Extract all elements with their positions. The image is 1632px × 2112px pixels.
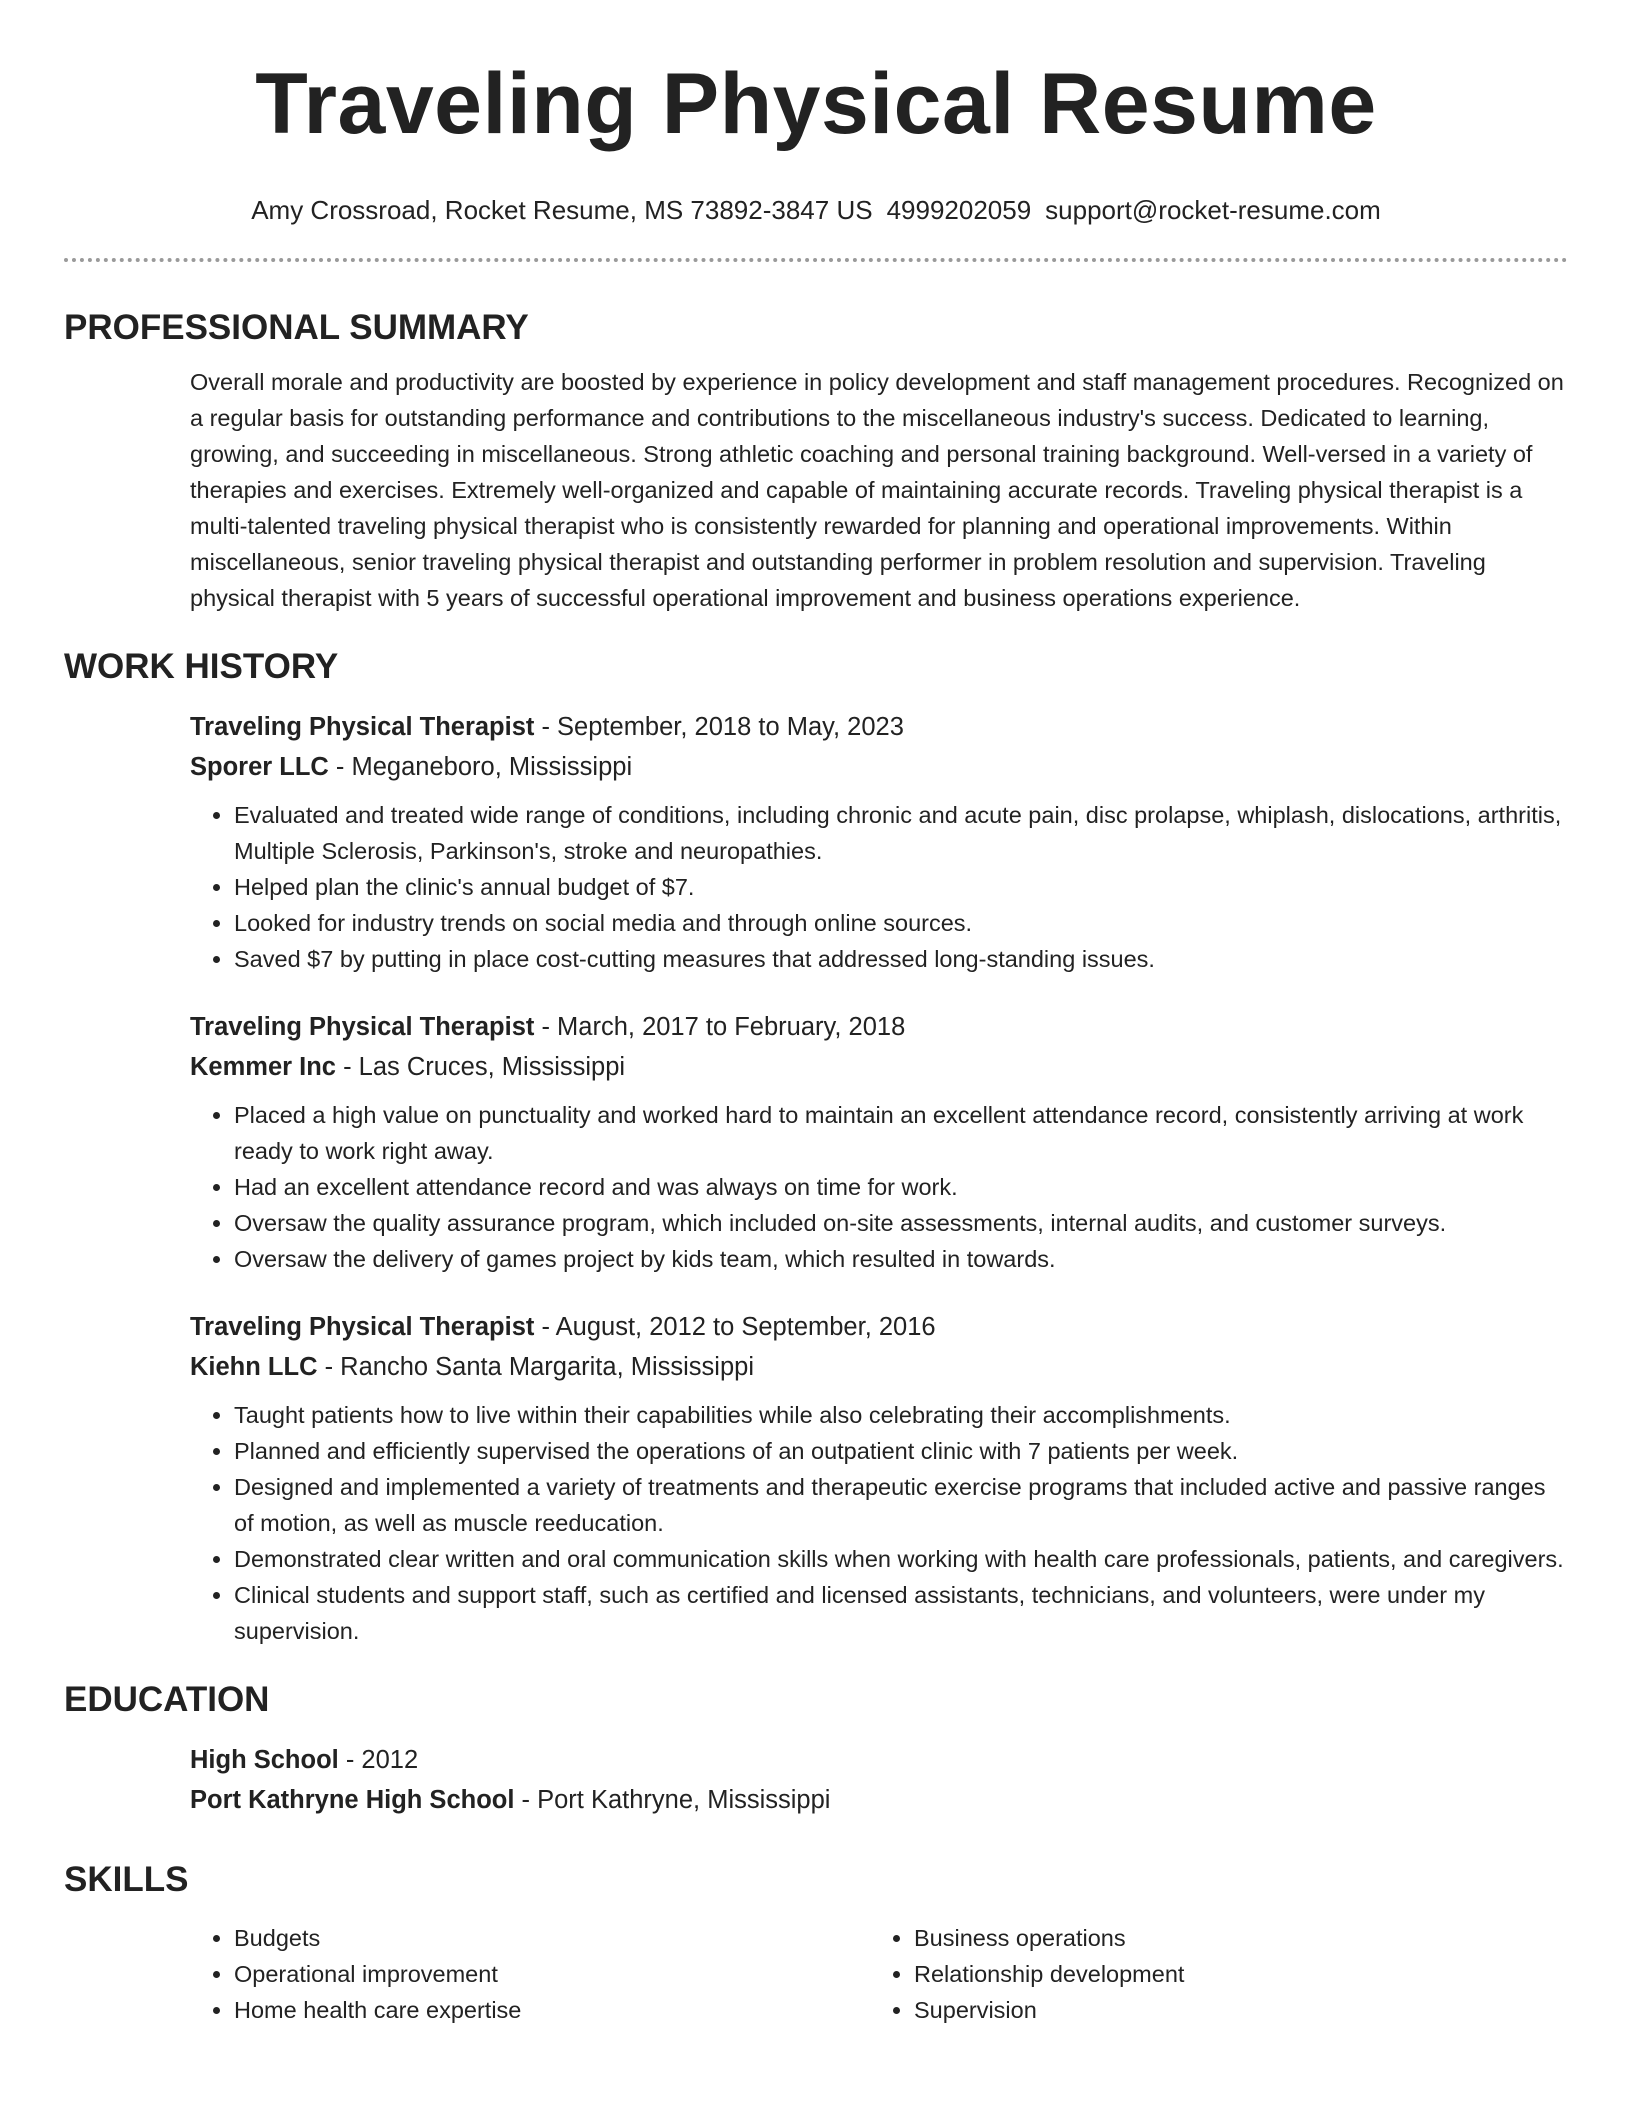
skill-item: • Relationship development (914, 1956, 1568, 1992)
list-item: • Demonstrated clear written and oral communication skills when working with health care professionals, patients, and caregivers. (234, 1541, 1568, 1577)
education-heading: EDUCATION (64, 1680, 270, 1719)
summary-heading: PROFESSIONAL SUMMARY (64, 308, 529, 347)
job-title-line (190, 1007, 1568, 1047)
job-title: Traveling Physical Therapist (190, 1013, 535, 1041)
contact-email: support@rocket-resume.com (1045, 195, 1381, 225)
list-item: • Oversaw the quality assurance program, which included on-site assessments, internal audits, and customer surveys. (234, 1205, 1568, 1241)
list-item: • Planned and efficiently supervised the operations of an outpatient clinic with 7 patients per week. (234, 1433, 1568, 1469)
job-location: - Rancho Santa Margarita, Mississippi (317, 1353, 755, 1381)
job-bullets (190, 1397, 1568, 1649)
job-entry (190, 1307, 1568, 1649)
contact-phone: 4999202059 (886, 195, 1032, 225)
job-company-line (190, 1347, 1568, 1387)
contact-line (64, 194, 1568, 226)
list-item: • Placed a high value on punctuality and worked hard to maintain an excellent attendance record, consistently arriving at work ready to work right away. (234, 1097, 1568, 1169)
job-location: - Meganeboro, Mississippi (328, 753, 633, 781)
job-dates: - September, 2018 to May, 2023 (534, 713, 904, 741)
skill-item: • Home health care expertise (234, 1992, 870, 2028)
job-bullets (190, 797, 1568, 977)
skills-list-left (190, 1920, 870, 2028)
list-item: • Evaluated and treated wide range of conditions, including chronic and acute pain, disc prolapse, whiplash, dislocations, arthritis, Multiple Sclerosis, Parkinson's, stroke and neuropathies. (234, 797, 1568, 869)
job-title-line (190, 707, 1568, 747)
skill-item: • Budgets (234, 1920, 870, 1956)
skill-item: • Operational improvement (234, 1956, 870, 1992)
job-entry (190, 1007, 1568, 1277)
list-item: • Oversaw the delivery of games project by kids team, which resulted in towards. (234, 1241, 1568, 1277)
resume-title: Traveling Physical Resume (255, 56, 1377, 152)
work-history-section (64, 707, 1568, 1649)
education-degree-line (190, 1740, 1568, 1780)
job-company: Sporer LLC (190, 753, 329, 781)
education-degree: High School (190, 1746, 339, 1774)
education-location: - Port Kathryne, Mississippi (514, 1786, 831, 1814)
education-school-line (190, 1780, 1568, 1820)
list-item: • Had an excellent attendance record and was always on time for work. (234, 1169, 1568, 1205)
skills-heading: SKILLS (64, 1860, 189, 1899)
list-item: • Designed and implemented a variety of treatments and therapeutic exercise programs that included active and passive ranges of motion, as well as muscle reeducation. (234, 1469, 1568, 1541)
job-company-line (190, 1047, 1568, 1087)
skills-grid (190, 1920, 1568, 2028)
education-year: - 2012 (338, 1746, 419, 1774)
list-item: • Saved $7 by putting in place cost-cutting measures that addressed long-standing issues. (234, 941, 1568, 977)
contact-address: Amy Crossroad, Rocket Resume, MS 73892-3847 US (251, 195, 873, 225)
list-item: • Looked for industry trends on social media and through online sources. (234, 905, 1568, 941)
skill-item: • Supervision (914, 1992, 1568, 2028)
list-item: • Taught patients how to live within their capabilities while also celebrating their accomplishments. (234, 1397, 1568, 1433)
job-title: Traveling Physical Therapist (190, 1313, 535, 1341)
job-location: - Las Cruces, Mississippi (335, 1053, 626, 1081)
job-entry (190, 707, 1568, 977)
list-item: • Clinical students and support staff, such as certified and licensed assistants, technicians, and volunteers, were under my supervision. (234, 1577, 1568, 1649)
education-section (64, 1740, 1568, 1820)
education-school: Port Kathryne High School (190, 1786, 515, 1814)
job-company: Kiehn LLC (190, 1353, 318, 1381)
job-company: Kemmer Inc (190, 1053, 336, 1081)
job-company-line (190, 747, 1568, 787)
summary-section (64, 364, 1568, 616)
header-divider (64, 258, 1568, 262)
job-title: Traveling Physical Therapist (190, 713, 535, 741)
summary-text: Overall morale and productivity are boosted by experience in policy development and staff management procedures. Recognized on a regular basis for outstanding performance and contributions to the miscellaneous industry's success. Dedicated to learning, growing, and succeeding in miscellaneous. Strong athletic coaching and personal training background. Well-versed in a variety of therapies and exercises. Extremely well-organized and capable of maintaining accurate records. Traveling physical therapist is a multi-talented traveling physical therapist who is consistently rewarded for planning and operational improvements. Within miscellaneous, senior traveling physical therapist and outstanding performer in problem resolution and supervision. Traveling physical therapist with 5 years of successful operational improvement and business operations experience. (190, 369, 1564, 611)
job-dates: - March, 2017 to February, 2018 (534, 1013, 906, 1041)
job-title-line (190, 1307, 1568, 1347)
job-bullets (190, 1097, 1568, 1277)
job-dates: - August, 2012 to September, 2016 (534, 1313, 936, 1341)
work-history-heading: WORK HISTORY (64, 647, 339, 686)
skills-list-right (870, 1920, 1568, 2028)
list-item: • Helped plan the clinic's annual budget of $7. (234, 869, 1568, 905)
skill-item: • Business operations (914, 1920, 1568, 1956)
skills-section (64, 1920, 1568, 2028)
